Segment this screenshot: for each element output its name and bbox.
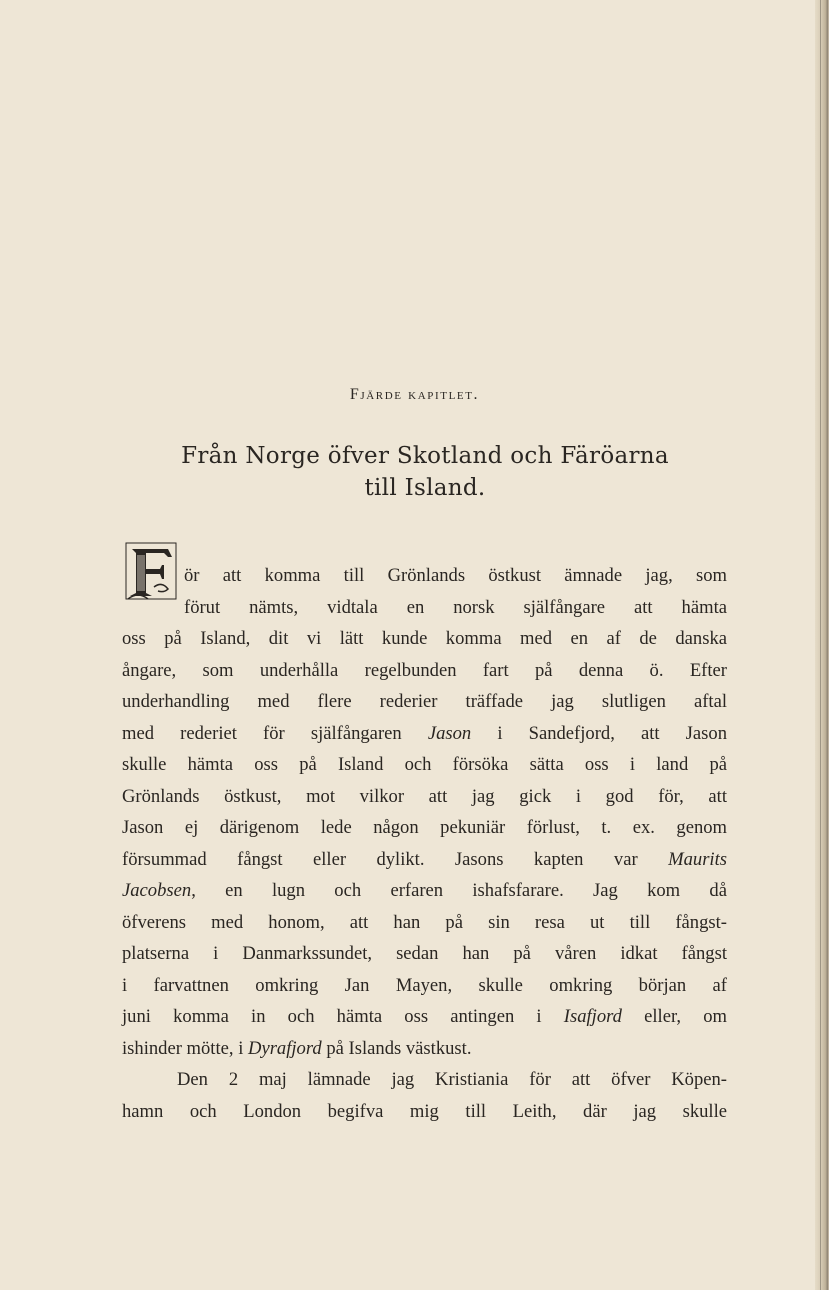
chapter-title — [120, 440, 730, 504]
place-name: Dyrafjord — [248, 1037, 322, 1059]
text-line: oss på Island, dit vi lätt kunde komma med en af de danska — [122, 628, 727, 649]
text-segment: på Islands västkust. — [326, 1037, 472, 1059]
text-segment: , en lugn och erfaren ishafsfarare. Jag kom då — [191, 880, 727, 901]
place-name: Isafjord — [563, 1006, 622, 1027]
text-line — [122, 875, 727, 907]
text-line: underhandling med flere rederier träffade jag slutligen aftal — [122, 691, 727, 712]
text-line: Den 2 maj lämnade jag Kristiania för att öfver Köpen- — [177, 1069, 727, 1090]
chapter-title-line-2: till Island. — [364, 475, 486, 501]
text-line: skulle hämta oss på Island och försöka sätta oss i land på — [122, 754, 727, 775]
text-line — [122, 1033, 727, 1065]
page-edge-line — [820, 0, 821, 1290]
captain-first-name: Maurits — [668, 848, 727, 870]
chapter-title-line-1: Från Norge öfver Skotland och Färöarna — [181, 443, 669, 469]
text-line: hamn och London begifva mig till Leith, där jag skulle — [122, 1100, 727, 1122]
body-text — [122, 560, 727, 1127]
text-line: förut nämts, vidtala en norsk själfångare att hämta — [184, 596, 727, 618]
text-line — [122, 718, 727, 750]
text-segment: med rederiet för själfångaren — [122, 722, 402, 744]
chapter-label: Fjärde kapitlet. — [349, 386, 480, 403]
text-line: Jason ej därigenom lede någon pekuniär förlust, t. ex. genom — [122, 817, 727, 838]
text-segment: juni komma in och hämta oss antingen i — [122, 1006, 542, 1027]
text-line: ör att komma till Grönlands östkust ämnade jag, som — [184, 565, 727, 586]
text-segment: försummad fångst eller dylikt. Jasons kapten var — [122, 848, 638, 870]
captain-last-name: Jacobsen — [122, 880, 192, 901]
page-edge — [815, 0, 829, 1290]
text-segment: eller, om — [644, 1006, 728, 1027]
text-line — [122, 1001, 727, 1033]
text-segment: ishinder mötte, i — [122, 1037, 244, 1059]
text-line: platserna i Danmarkssundet, sedan han på våren idkat fångst — [122, 943, 727, 964]
text-segment: i Sandefjord, att Jason — [497, 722, 727, 744]
ship-name: Jason — [427, 722, 472, 744]
text-line: Grönlands östkust, mot vilkor att jag gick i god för, att — [122, 785, 727, 807]
text-line: i farvattnen omkring Jan Mayen, skulle omkring början af — [122, 974, 727, 996]
text-line: öfverens med honom, att han på sin resa ut till fångst- — [122, 911, 727, 933]
text-line: ångare, som underhålla regelbunden fart på denna ö. Efter — [122, 659, 727, 681]
text-line — [122, 844, 727, 876]
